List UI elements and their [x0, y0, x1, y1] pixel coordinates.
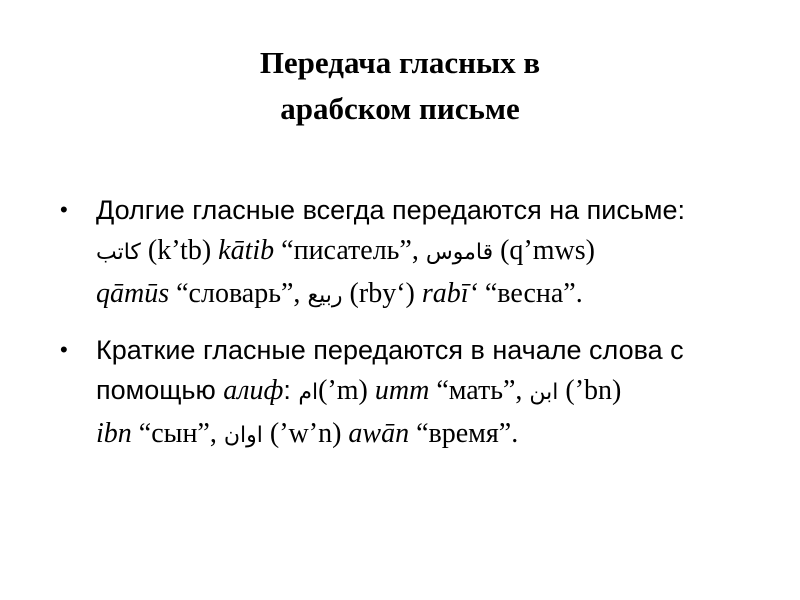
text-run: “словарь”, — [169, 278, 308, 309]
bullet-marker: • — [60, 337, 68, 362]
text-run: помощью — [96, 375, 224, 405]
bullet-line — [96, 273, 798, 316]
bullet-item-short-vowels — [58, 330, 798, 456]
bullet-line — [96, 370, 798, 413]
arabic-word: قاموس — [425, 240, 494, 265]
transliteration: алиф — [223, 375, 284, 406]
text-run: “время”. — [409, 418, 519, 449]
transliteration: rabī‘ — [421, 278, 478, 309]
text-run: (rby‘) — [342, 278, 422, 309]
text-run: (’m) — [318, 375, 375, 406]
bullet-line — [96, 230, 798, 273]
text-run: (’bn) — [558, 375, 622, 406]
text-run: “писатель”, — [274, 235, 426, 266]
arabic-word: ام — [298, 380, 319, 405]
arabic-word: ابن — [529, 380, 559, 405]
text-run: “сын”, — [131, 418, 224, 449]
arabic-word: ربيع — [307, 283, 343, 308]
title-line-2: арабском письме — [280, 91, 520, 126]
text-run: (k’tb) — [140, 235, 219, 266]
text-run: “мать”, — [429, 375, 530, 406]
transliteration: awān — [348, 418, 410, 449]
text-run: (’w’n) — [262, 418, 349, 449]
arabic-word: اوان — [223, 423, 263, 448]
transliteration: kātib — [218, 235, 275, 266]
bullet-line — [96, 190, 798, 230]
title-line-1: Передача гласных в — [259, 45, 541, 80]
transliteration: qāmūs — [96, 278, 170, 309]
bullet-item-long-vowels — [58, 190, 798, 316]
transliteration: ibn — [96, 418, 132, 449]
text-run: “весна”. — [477, 278, 583, 309]
bullet-list — [58, 190, 798, 470]
text-run: Краткие гласные передаются в начале слова с — [96, 335, 684, 365]
arabic-word: كاتب — [96, 240, 141, 265]
text-run: (q’mws) — [493, 235, 595, 266]
bullet-line — [96, 330, 798, 370]
text-run: : — [283, 375, 299, 405]
bullet-marker: • — [60, 197, 68, 222]
slide-title — [0, 40, 800, 132]
transliteration: umm — [374, 375, 430, 406]
bullet-line — [96, 413, 798, 456]
text-run: Долгие гласные всегда передаются на письме: — [96, 195, 686, 225]
